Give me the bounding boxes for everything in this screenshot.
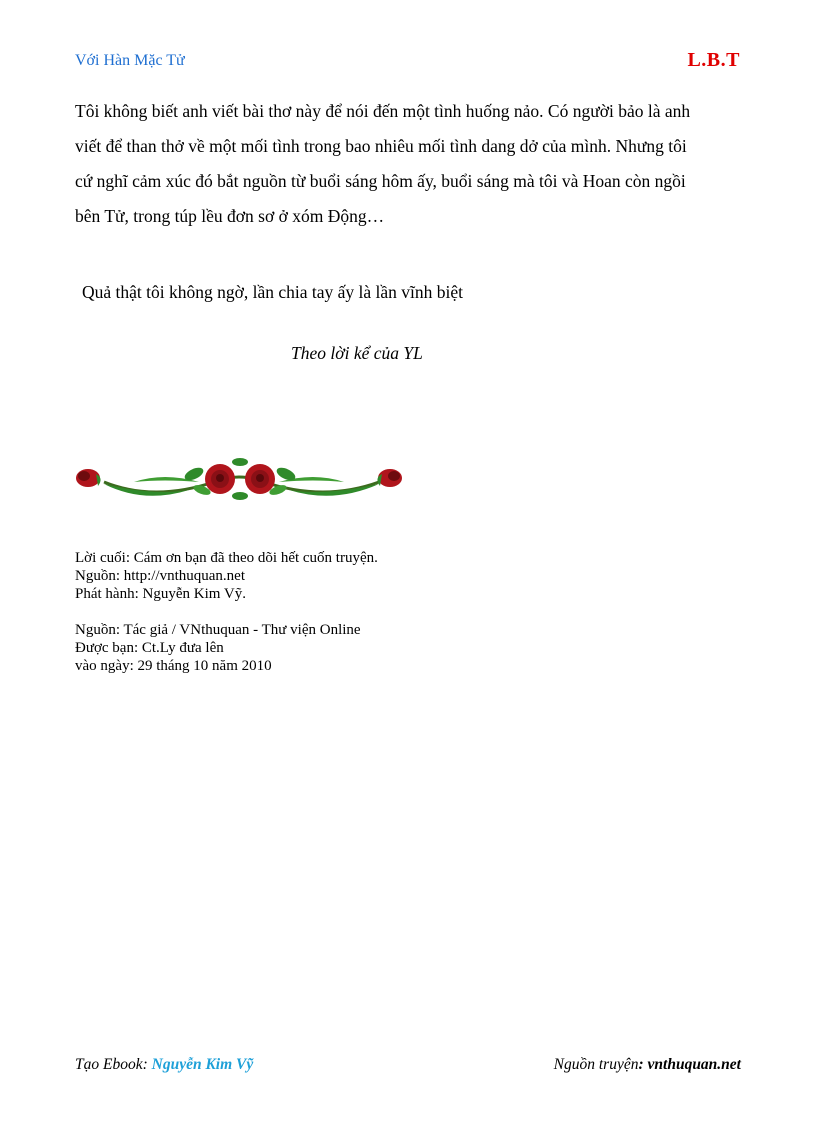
paragraph-line: cứ nghĩ cảm xúc đó bắt nguồn từ buổi sáng hôm ấy, buổi sáng mà tôi và Hoan còn ngồi (75, 171, 686, 191)
closing-note: Lời cuối: Cám ơn bạn đã theo dõi hết cuốn truyện. (75, 550, 378, 566)
ebook-meta (75, 549, 378, 675)
footer-ebook-credit (75, 1056, 253, 1074)
footer-source-label: Nguồn truyện (553, 1056, 639, 1073)
paragraph-line: Tôi không biết anh viết bài thơ này để nói đến một tình huống nảo. Có người bảo là anh (75, 101, 691, 121)
spacer (75, 603, 378, 621)
footer-source-separator: : (638, 1056, 648, 1073)
footer-label: Tạo Ebook (75, 1056, 143, 1073)
footer-separator: : (142, 1056, 152, 1073)
header-mark: L.B.T (687, 49, 740, 71)
paragraph-line: viết để than thở về một mối tình trong bao nhiêu mối tình dang dở của mình. Nhưng tôi (75, 136, 687, 156)
date-line: vào ngày: 29 tháng 10 năm 2010 (75, 658, 272, 674)
rose-vine-divider-icon (74, 452, 404, 504)
footer-source (554, 1056, 741, 1074)
paragraph-line: bên Tử, trong túp lều đơn sơ ở xóm Động… (75, 206, 385, 226)
source-line: Nguồn: http://vnthuquan.net (75, 568, 245, 584)
body-paragraph (75, 94, 745, 234)
publisher-line: Phát hành: Nguyễn Kim Vỹ. (75, 586, 246, 602)
footer-creator-name: Nguyễn Kim Vỹ (151, 1056, 254, 1073)
footer-source-site: vnthuquan.net (647, 1056, 741, 1073)
header-title: Với Hàn Mặc Tử (75, 52, 185, 69)
uploader-line: Được bạn: Ct.Ly đưa lên (75, 640, 224, 656)
quote-line: Quả thật tôi không ngờ, lần chia tay ấy là lần vĩnh biệt (82, 282, 464, 302)
attribution: Theo lời kể của YL (291, 343, 423, 363)
source-author-line: Nguồn: Tác giả / VNthuquan - Thư viện Online (75, 622, 361, 638)
